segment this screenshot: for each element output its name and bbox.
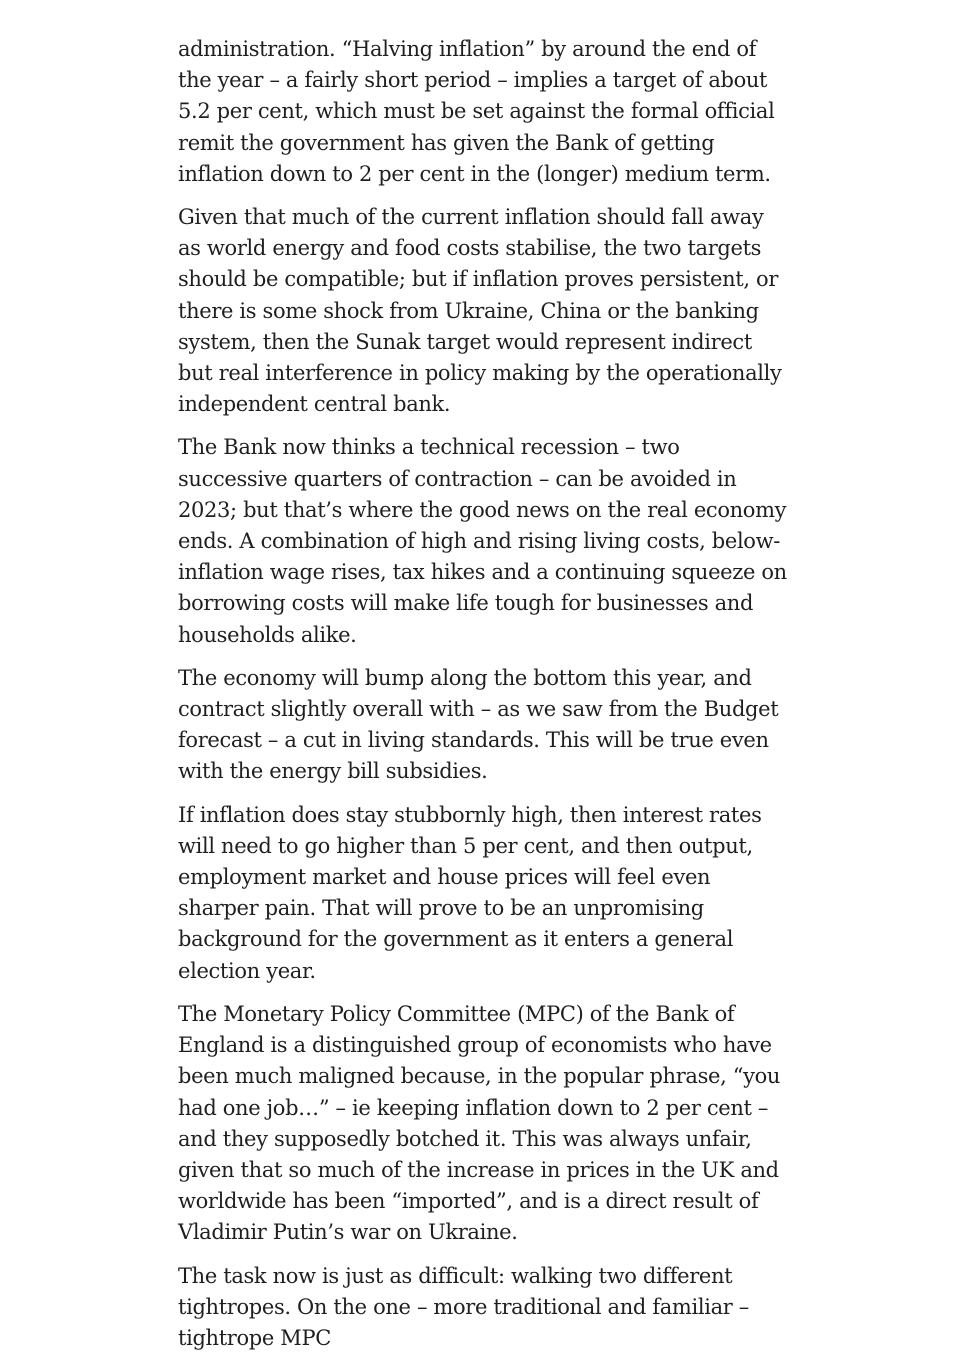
article-paragraph: The economy will bump along the bottom this year, and contract slightly overall with – as we saw from the Budget forecast – a cut in living standards. This will be true even with the energy bill subsidies.: [178, 665, 779, 784]
article-paragraph: administration. “Halving inflation” by around the end of the year – a fairly short period – implies a target of about 5.2 per cent, which must be set against the formal official remit the government has given the Bank of getting inflation down to 2 per cent in the (longer) medium term.: [178, 37, 775, 186]
article-paragraph: The Monetary Policy Committee (MPC) of the Bank of England is a distinguished group of economists who have been much maligned because, in the popular phrase, “you had one job…” – ie keeping inflation down to 2 per cent – and they supposedly botched it. This was always unfair, given that so much of the increase in prices in the UK and worldwide has been “imported”, and is a direct result of Vladimir Putin’s war on Ukraine.: [178, 1001, 781, 1245]
article-paragraph: The Bank now thinks a technical recession – two successive quarters of contraction – can be avoided in 2023; but that’s where the good news on the real economy ends. A combination of high and rising living costs, below-inflation wage rises, tax hikes and a continuing squeeze on borrowing costs will make life tough for businesses and households alike.: [178, 435, 787, 647]
article-body: [178, 34, 790, 1366]
article-paragraph: Given that much of the current inflation should fall away as world energy and food costs stabilise, the two targets should be compatible; but if inflation proves persistent, or there is some shock from Ukraine, China or the banking system, then the Sunak target would represent indirect but real interference in policy making by the operationally independent central bank.: [178, 205, 782, 417]
article-paragraph: The task now is just as difficult: walking two different tightropes. On the one – more traditional and familiar – tightrope MPC: [178, 1263, 749, 1350]
article-paragraph: If inflation does stay stubbornly high, then interest rates will need to go higher than 5 per cent, and then output, employment market and house prices will feel even sharper pain. That will prove to be an unpromising background for the government as it enters a general election year.: [178, 802, 762, 983]
